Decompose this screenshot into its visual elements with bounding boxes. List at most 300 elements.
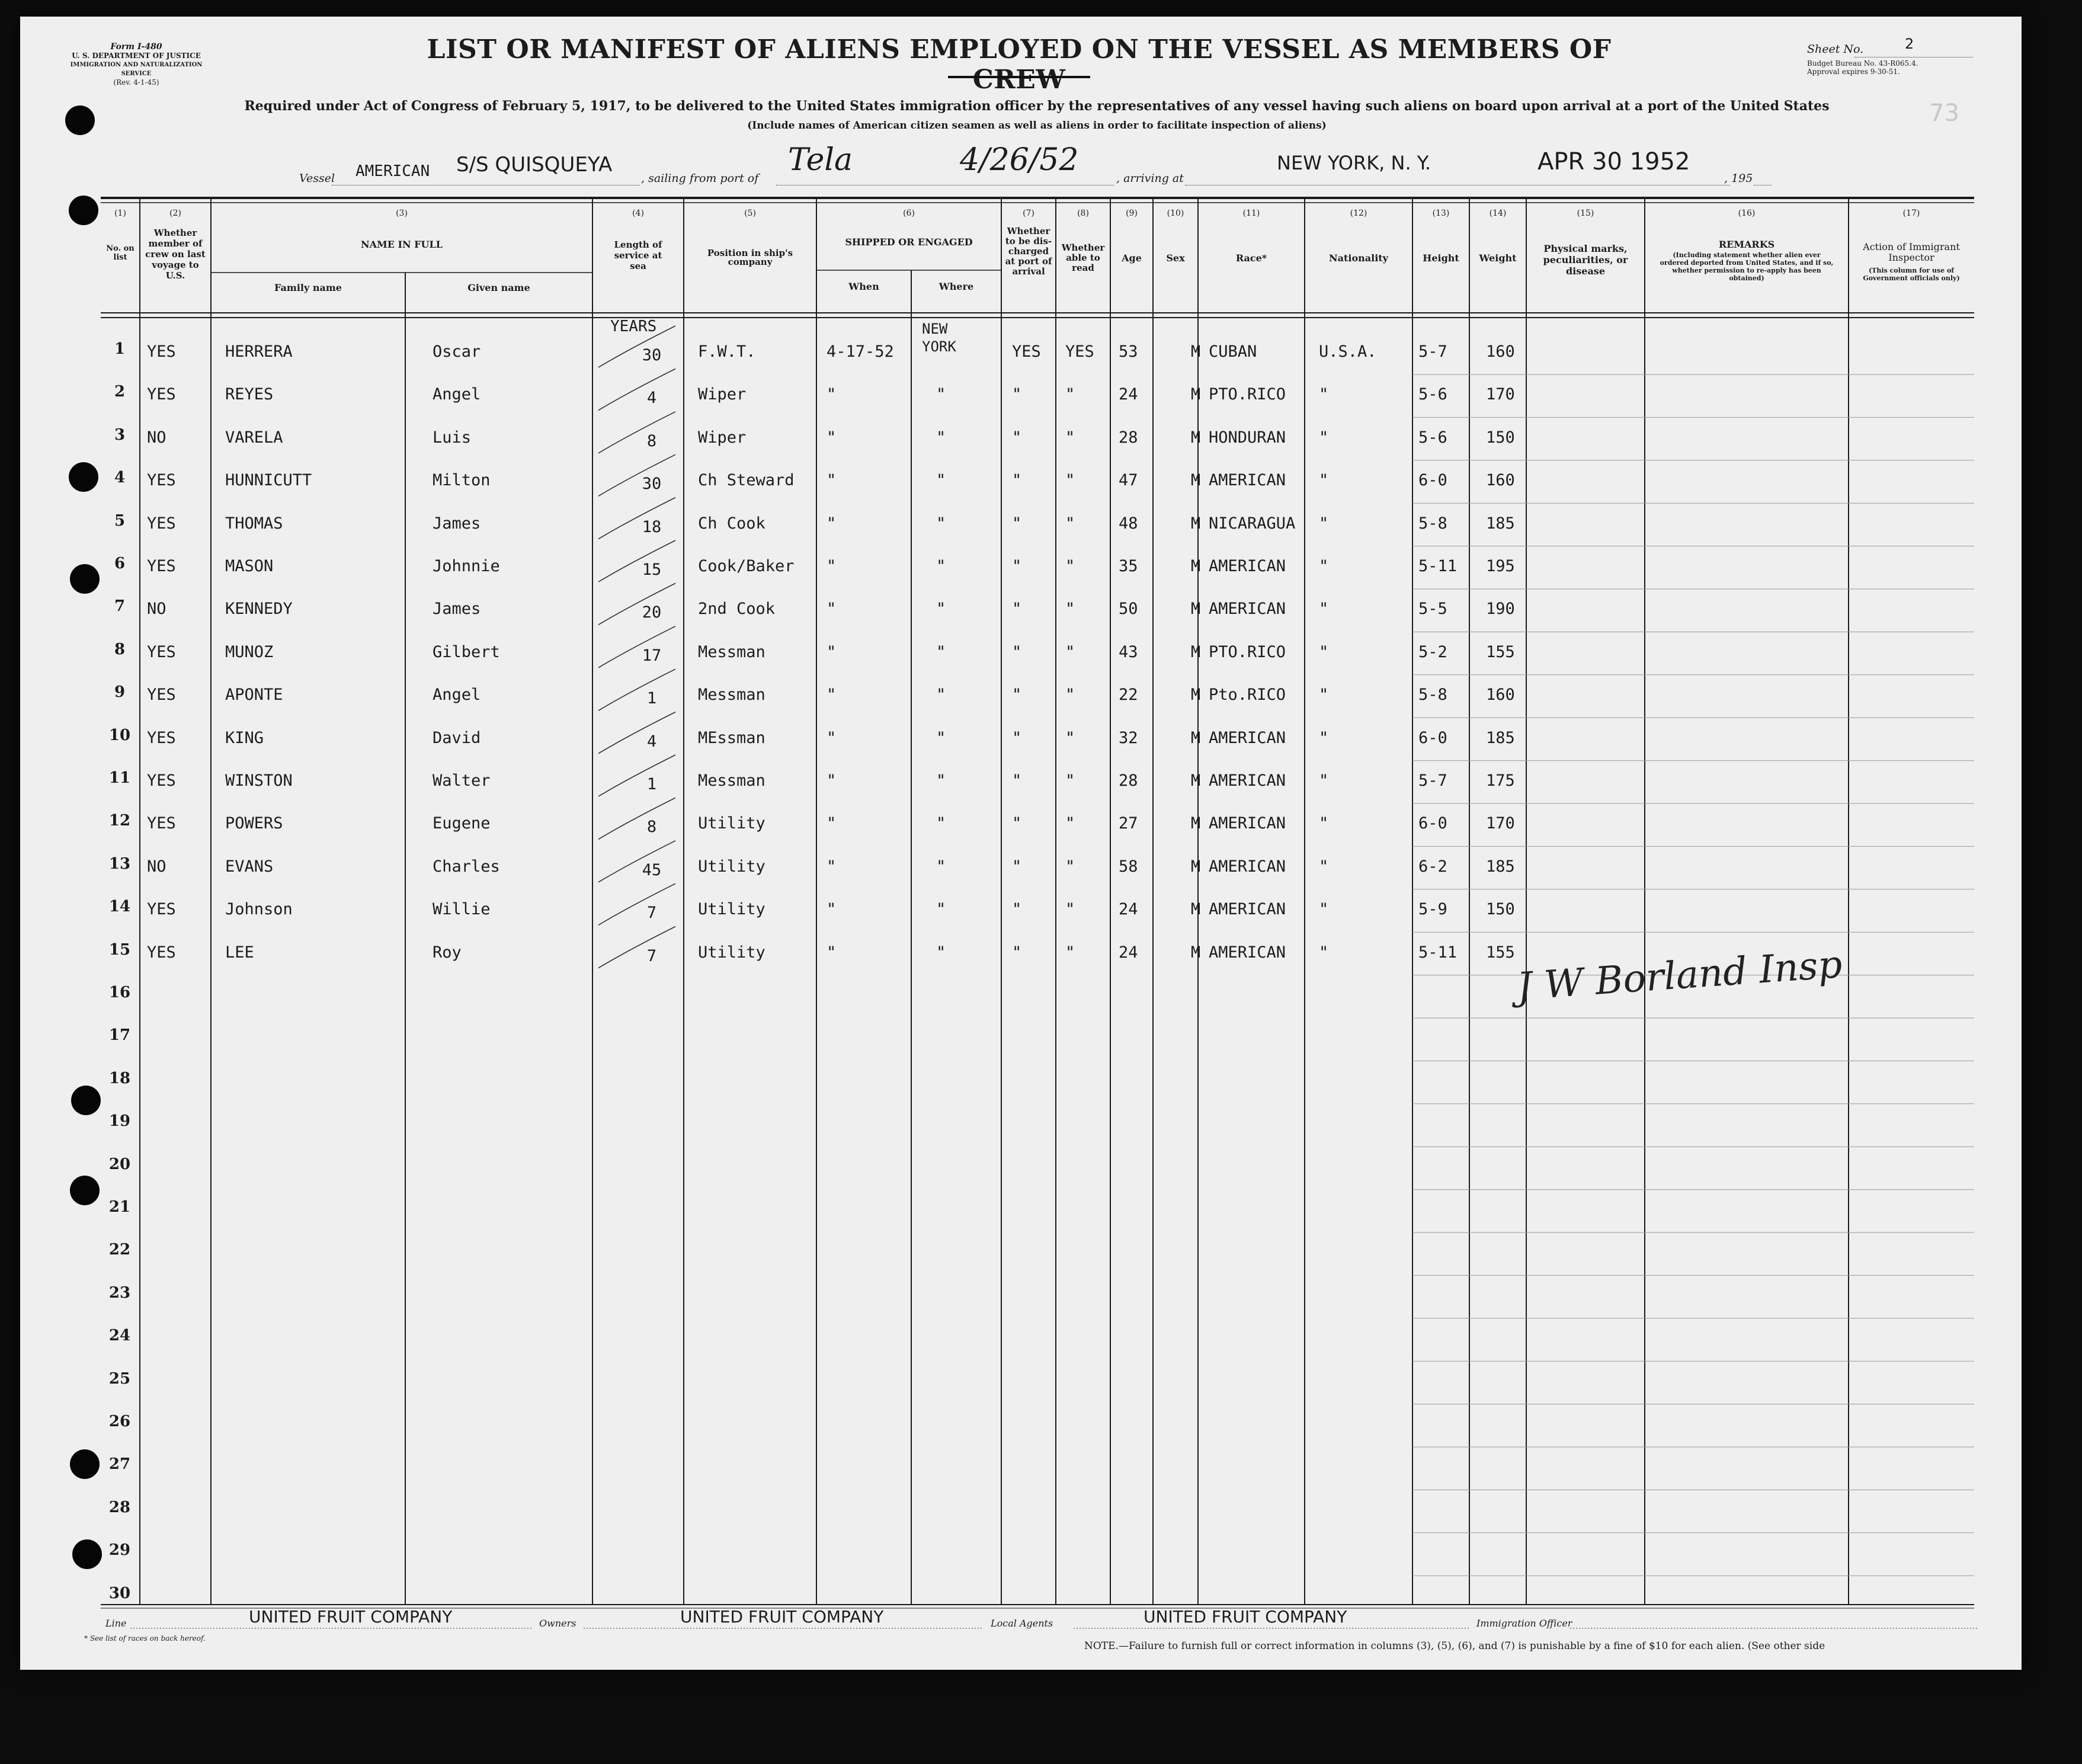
height-cell: 6-0 [1418,728,1447,747]
shipped-when-cell: " [827,771,837,790]
able-to-read-cell: " [1065,557,1075,575]
header-position: Position in ship's company [707,248,793,267]
row-number: 4 [114,469,126,487]
weight-cell: 150 [1486,428,1515,447]
given-name-cell: Angel [433,686,481,705]
nationality-cell: " [1319,686,1329,705]
race-cell: HONDURAN [1209,428,1286,447]
position-cell: Messman [698,771,765,790]
height-cell: 6-0 [1418,471,1447,490]
header-where: Where [938,281,974,292]
service-length-cell: 15 [642,561,662,579]
race-cell: AMERICAN [1209,600,1286,619]
family-name-cell: HUNNICUTT [225,471,312,490]
position-cell: Ch Cook [698,514,765,533]
row-number: 1 [114,340,126,358]
height-cell: 5-2 [1418,642,1447,661]
approval-expiry: Approval expires 9-30-51. [1807,68,1900,76]
vessel-nationality: AMERICAN [355,162,430,180]
nationality-cell: " [1319,857,1329,876]
col-number: (4) [632,209,644,218]
sex-cell: M [1190,557,1201,575]
given-name-cell: Angel [433,385,481,404]
height-cell: 5-11 [1418,557,1458,575]
shipped-when-cell: " [827,686,837,705]
position-cell: 2nd Cook [698,600,776,619]
service-length-cell: 30 [642,475,662,494]
row-number: 25 [108,1369,131,1388]
given-name-cell: Willie [433,900,491,919]
footer-line-label: Line [105,1618,127,1629]
previous-voyage-cell: YES [147,557,176,575]
height-cell: 5-8 [1418,686,1447,705]
able-to-read-cell: " [1065,686,1075,705]
header-when: When [848,281,879,292]
col-number: (8) [1077,209,1089,218]
age-cell: 24 [1119,385,1138,404]
family-name-cell: MUNOZ [225,642,274,661]
vessel-name: S/S QUISQUEYA [456,153,613,177]
service-length-cell: 7 [646,904,657,923]
arriving-label: , arriving at [1116,172,1184,185]
header-name-in-full: NAME IN FULL [360,239,443,250]
nationality-cell: " [1319,728,1329,747]
service: IMMIGRATION AND NATURALIZATION SERVICE [70,62,203,77]
weight-cell: 185 [1486,728,1515,747]
year-label: , 195 [1724,172,1753,185]
discharged-cell: " [1012,471,1022,490]
position-cell: Utility [698,900,765,919]
given-name-cell: Milton [433,471,491,490]
row-number: 11 [108,769,131,787]
shipped-when-cell: " [827,728,837,747]
previous-voyage-cell: YES [147,642,176,661]
position-cell: Wiper [698,428,747,447]
discharged-cell: " [1012,385,1022,404]
col-number: (2) [169,209,181,218]
able-to-read-cell: " [1065,771,1075,790]
row-number: 2 [114,383,126,401]
weight-cell: 190 [1486,600,1515,619]
age-cell: 32 [1119,728,1138,747]
weight-cell: 170 [1486,814,1515,833]
nationality-cell: " [1319,642,1329,661]
height-cell: 5-6 [1418,428,1447,447]
col-number: (7) [1023,209,1034,218]
col-number: (3) [396,209,408,218]
department: U. S. DEPARTMENT OF JUSTICE [72,52,201,60]
able-to-read-cell: " [1065,900,1075,919]
age-cell: 28 [1119,771,1138,790]
family-name-cell: HERRERA [225,342,293,361]
able-to-read-cell: YES [1065,342,1094,361]
nationality-cell: " [1319,514,1329,533]
header-discharged: Whether to be dis-charged at port of arrival [1005,226,1052,277]
header-age: Age [1122,252,1142,264]
discharged-cell: " [1012,900,1022,919]
sex-cell: M [1190,428,1201,447]
race-cell: AMERICAN [1209,771,1286,790]
previous-voyage-cell: YES [147,943,176,962]
age-cell: 28 [1119,428,1138,447]
age-cell: 24 [1119,943,1138,962]
position-cell: Utility [698,814,765,833]
weight-cell: 160 [1486,686,1515,705]
given-name-cell: Gilbert [433,642,500,661]
row-number: 26 [108,1413,131,1430]
given-name-cell: Johnnie [433,557,500,575]
family-name-cell: Johnson [225,900,293,919]
page-title: LIST OR MANIFEST OF ALIENS EMPLOYED ON THE VESSEL AS MEMBERS OF CREW [427,34,1612,95]
row-number: 19 [108,1112,131,1131]
header-physical-marks: Physical marks, peculiarities, or disease [1543,243,1628,277]
race-cell: AMERICAN [1209,857,1286,876]
age-cell: 22 [1119,686,1138,705]
position-cell: F.W.T. [698,342,756,361]
race-footnote: * See list of races on back hereof. [84,1634,206,1643]
header-race: Race* [1235,252,1267,264]
row-number: 27 [108,1455,131,1474]
penalty-note: NOTE.—Failure to furnish full or correct information in columns (3), (5), (6), and (7) is punishable by a fine of $10 for each alien. (See other side [1084,1640,1825,1652]
shipped-when-cell: " [827,428,837,447]
sex-cell: M [1190,943,1201,962]
nationality-cell: U.S.A. [1319,342,1377,361]
inspector-signature: J W Borland Insp [1516,942,1844,1010]
weight-cell: 195 [1486,557,1515,575]
col-number: (10) [1167,209,1184,218]
position-cell: Utility [698,857,765,876]
header-remarks-note: (Including statement whether alien ever ordered deported from United States, and if so, whether permission to re-apply has been obtained) [1660,251,1834,282]
service-length-cell: 1 [646,689,657,708]
discharged-cell: " [1012,557,1022,575]
shipped-when-cell: " [827,385,837,404]
nationality-cell: " [1319,771,1329,790]
shipped-where-cell: " [936,642,946,661]
weight-cell: 160 [1486,342,1515,361]
discharged-cell: " [1012,642,1022,661]
shipped-where-cell: " [936,814,946,833]
previous-voyage-cell: YES [147,686,176,705]
family-name-cell: REYES [225,385,274,404]
sex-cell: M [1190,600,1201,619]
footer-officer-label: Immigration Officer [1476,1618,1572,1629]
previous-voyage-cell: YES [147,814,176,833]
given-name-cell: Roy [433,943,462,962]
arriving-port: NEW YORK, N. Y. [1277,152,1431,174]
shipped-when-cell: " [827,600,837,619]
header-able-to-read: Whether able to read [1061,242,1105,273]
nationality-cell: " [1319,471,1329,490]
race-cell: CUBAN [1209,342,1257,361]
row-number: 9 [114,683,126,702]
family-name-cell: LEE [225,943,254,962]
discharged-cell: YES [1012,342,1041,361]
col-number: (15) [1577,209,1594,218]
age-cell: 48 [1119,514,1138,533]
col-number: (6) [903,209,915,218]
shipped-when-cell: " [827,943,837,962]
race-cell: PTO.RICO [1209,385,1286,404]
race-cell: AMERICAN [1209,814,1286,833]
shipped-when-cell: 4-17-52 [827,342,894,361]
race-cell: NICARAGUA [1209,514,1296,533]
shipped-when-cell: " [827,471,837,490]
sex-cell: M [1190,814,1201,833]
row-number: 21 [108,1198,131,1216]
row-number: 10 [108,726,131,744]
subnote: (Include names of American citizen seamen as well as aliens in order to facilitate inspection of aliens) [747,120,1327,132]
header-previous-voyage: Whether member of crew on last voyage to U.S. [145,228,206,281]
sex-cell: M [1190,686,1201,705]
position-cell: Ch Steward [698,471,795,490]
row-number: 6 [114,555,126,572]
service-length-cell: 20 [642,603,662,622]
able-to-read-cell: " [1065,642,1075,661]
service-length-cell: 8 [646,818,657,837]
height-cell: 6-2 [1418,857,1447,876]
shipped-where-cell: " [936,600,946,619]
service-length-cell: 18 [642,517,662,536]
weight-cell: 155 [1486,943,1515,962]
family-name-cell: APONTE [225,686,283,705]
race-cell: PTO.RICO [1209,642,1286,661]
service-length-cell: 4 [646,389,657,408]
given-name-cell: Charles [433,857,500,876]
previous-voyage-cell: YES [147,728,176,747]
race-cell: Pto.RICO [1209,686,1286,705]
family-name-cell: MASON [225,557,274,575]
shipped-where-cell: " [936,428,946,447]
sex-cell: M [1190,771,1201,790]
row-number: 18 [108,1069,131,1087]
able-to-read-cell: " [1065,943,1075,962]
height-cell: 5-9 [1418,900,1447,919]
footer-owners-value: UNITED FRUIT COMPANY [680,1607,884,1627]
previous-voyage-cell: YES [147,771,176,790]
previous-voyage-cell: YES [147,514,176,533]
height-cell: 5-8 [1418,514,1447,533]
row-number: 22 [108,1241,131,1259]
discharged-cell: " [1012,943,1022,962]
able-to-read-cell: " [1065,385,1075,404]
sex-cell: M [1190,342,1201,361]
discharged-cell: " [1012,514,1022,533]
nationality-cell: " [1319,385,1329,404]
previous-voyage-cell: NO [147,600,166,619]
sheet-number: 2 [1905,36,1914,52]
discharged-cell: " [1012,600,1022,619]
position-cell: Wiper [698,385,747,404]
nationality-cell: " [1319,600,1329,619]
previous-voyage-cell: YES [147,385,176,404]
footer-agents-value: UNITED FRUIT COMPANY [1144,1607,1347,1627]
shipped-when-cell: " [827,514,837,533]
shipped-where-cell: " [936,471,946,490]
col-number: (11) [1242,209,1260,218]
sex-cell: M [1190,900,1201,919]
shipped-when-cell: " [827,900,837,919]
able-to-read-cell: " [1065,728,1075,747]
weight-cell: 150 [1486,900,1515,919]
revision: (Rev. 4-1-45) [113,78,159,87]
race-cell: AMERICAN [1209,728,1286,747]
col-number: (9) [1126,209,1138,218]
footer-line-value: UNITED FRUIT COMPANY [249,1607,453,1627]
service-length-cell: 7 [646,946,657,965]
family-name-cell: POWERS [225,814,283,833]
row-number: 8 [114,640,126,658]
position-cell: Messman [698,686,765,705]
header-remarks: REMARKS [1718,239,1775,250]
previous-voyage-cell: YES [147,900,176,919]
family-name-cell: KING [225,728,264,747]
sheet-label: Sheet No. [1807,43,1864,56]
shipped-when-cell: " [827,857,837,876]
sex-cell: M [1190,857,1201,876]
shipped-where-cell: " [936,557,946,575]
position-cell: Utility [698,943,765,962]
shipped-where-cell: " [936,771,946,790]
discharged-cell: " [1012,857,1022,876]
age-cell: 53 [1119,342,1138,361]
given-name-cell: James [433,514,481,533]
row-number: 15 [108,940,131,959]
weight-cell: 185 [1486,857,1515,876]
service-length-cell: 17 [642,646,662,665]
previous-voyage-cell: NO [147,428,166,447]
race-cell: AMERICAN [1209,943,1286,962]
row-number: 28 [108,1498,131,1516]
weight-cell: 170 [1486,385,1515,404]
able-to-read-cell: " [1065,471,1075,490]
service-length-cell: 45 [642,860,662,879]
family-name-cell: EVANS [225,857,274,876]
row-number: 12 [108,812,131,830]
budget-number: Budget Bureau No. 43-R065.4. [1807,59,1918,68]
header-weight: Weight [1479,252,1517,264]
weight-cell: 185 [1486,514,1515,533]
age-cell: 27 [1119,814,1138,833]
row-number: 16 [108,984,131,1001]
sex-cell: M [1190,728,1201,747]
service-length-cell: 8 [646,431,657,450]
row-number: 14 [108,898,131,916]
previous-voyage-cell: YES [147,471,176,490]
col-number: (17) [1902,209,1920,218]
family-name-cell: THOMAS [225,514,283,533]
height-cell: 5-7 [1418,771,1447,790]
sailing-label: , sailing from port of [641,172,759,185]
form-number: Form I-480 [110,42,162,52]
shipped-when-cell: " [827,814,837,833]
col-number: (5) [744,209,756,218]
sex-cell: M [1190,471,1201,490]
position-cell: Messman [698,642,765,661]
height-cell: 5-5 [1418,600,1447,619]
col-number: (12) [1350,209,1367,218]
discharged-cell: " [1012,428,1022,447]
nationality-cell: " [1319,943,1329,962]
shipped-when-cell: " [827,642,837,661]
weight-cell: 175 [1486,771,1515,790]
header-no-on-list: No. on list [106,244,134,262]
row-number: 24 [108,1327,131,1345]
margin-number: 73 [1929,100,1959,127]
years-label: YEARS [610,318,657,335]
weight-cell: 160 [1486,471,1515,490]
discharged-cell: " [1012,771,1022,790]
shipped-where-cell: " [936,514,946,533]
previous-voyage-cell: NO [147,857,166,876]
given-name-cell: James [433,600,481,619]
age-cell: 47 [1119,471,1138,490]
sailing-port: Tela [788,142,853,178]
vessel-label: Vessel [299,172,335,185]
height-cell: 5-7 [1418,342,1447,361]
age-cell: 24 [1119,900,1138,919]
family-name-cell: VARELA [225,428,283,447]
shipped-where-cell: " [936,385,946,404]
weight-cell: 155 [1486,642,1515,661]
header-shipped-or-engaged: SHIPPED OR ENGAGED [845,236,973,248]
discharged-cell: " [1012,814,1022,833]
position-cell: Cook/Baker [698,557,795,575]
shipped-where-cell: " [936,728,946,747]
row-number: 5 [114,511,126,530]
shipped-when-cell: " [827,557,837,575]
col-number: (13) [1432,209,1450,218]
height-cell: 5-11 [1418,943,1458,962]
discharged-cell: " [1012,728,1022,747]
able-to-read-cell: " [1065,814,1075,833]
able-to-read-cell: " [1065,600,1075,619]
row-number: 17 [108,1026,131,1045]
col-number: (14) [1489,209,1507,218]
row-number: 3 [114,425,126,444]
race-cell: AMERICAN [1209,557,1286,575]
nationality-cell: " [1319,900,1329,919]
header-sex: Sex [1166,252,1185,264]
subtitle: Required under Act of Congress of February 5, 1917, to be delivered to the United States immigration officer by the representatives of any vessel having such aliens on board upon arrival at a port of the United States [244,98,1830,114]
age-cell: 43 [1119,642,1138,661]
age-cell: 50 [1119,600,1138,619]
given-name-cell: David [433,728,481,747]
row-number: 20 [108,1155,131,1173]
sex-cell: M [1190,514,1201,533]
race-cell: AMERICAN [1209,471,1286,490]
height-cell: 6-0 [1418,814,1447,833]
age-cell: 35 [1119,557,1138,575]
header-nationality: Nationality [1329,252,1388,264]
given-name-cell: Luis [433,428,472,447]
given-name-cell: Eugene [433,814,491,833]
row-number: 23 [108,1283,131,1302]
race-cell: AMERICAN [1209,900,1286,919]
able-to-read-cell: " [1065,514,1075,533]
sex-cell: M [1190,642,1201,661]
date-stamp: APR 30 1952 [1538,148,1690,175]
discharged-cell: " [1012,686,1022,705]
given-name-cell: Walter [433,771,491,790]
row-number: 13 [108,854,131,873]
row-number: 29 [108,1541,131,1560]
previous-voyage-cell: YES [147,342,176,361]
position-cell: MEssman [698,728,765,747]
able-to-read-cell: " [1065,857,1075,876]
shipped-where-cell: " [936,857,946,876]
service-length-cell: 4 [646,732,657,751]
row-number: 30 [108,1584,131,1602]
